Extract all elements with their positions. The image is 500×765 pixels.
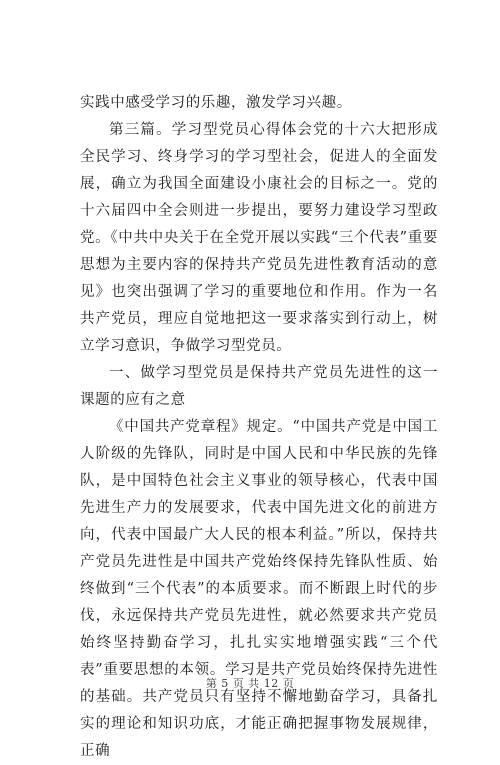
section-heading: 一、做学习型党员是保持共产党员先进性的这一课题的应有之意 xyxy=(80,365,438,408)
paragraph-third-article: 第三篇。学习型党员心得体会党的十六大把形成全民学习、终身学习的学习型社会，促进人的全面发展，确立为我国全面建设小康社会的目标之一。党的十六届四中全会则进一步提出，要努力建设学习型政党。《中共中央关于在全党开展以实践“三个代表”重要思想为主要内容的保持共产党员先进性教育活动的意见》也突出强调了学习的重要地位和作用。作为一名共产党员，理应自觉地把这一要求落实到行动上，树立学习意识，争做学习型党员。 xyxy=(80,122,438,354)
document-body xyxy=(80,90,438,765)
paragraph-party-constitution: 《中国共产党章程》规定。“中国共产党是中国工人阶级的先锋队，同时是中国人民和中华民族的先锋队，是中国特色社会主义事业的领导核心，代表中国先进生产力的发展要求，代表中国先进文化的前进方向，代表中国最广大人民的根本利益。”所以，保持共产党员先进性是中国共产党始终保持先锋队性质、始终做到“三个代表”的本质要求。而不断跟上时代的步伐，永远保持共产党员先进性，就必然要求共产党员始终坚持勤奋学习，扎扎实实地增强实践“三个代表”重要思想的本领。学习是共产党员始终保持先进性的基础。共产党员只有坚持不懈地勤奋学习，具备扎实的理论和知识功底，才能正确把握事物发展规律，正确 xyxy=(80,419,438,759)
paragraph-continuation: 实践中感受学习的乐趣，激发学习兴趣。 xyxy=(80,95,352,111)
page-number-footer: 第 5 页 共 12 页 xyxy=(205,677,295,690)
